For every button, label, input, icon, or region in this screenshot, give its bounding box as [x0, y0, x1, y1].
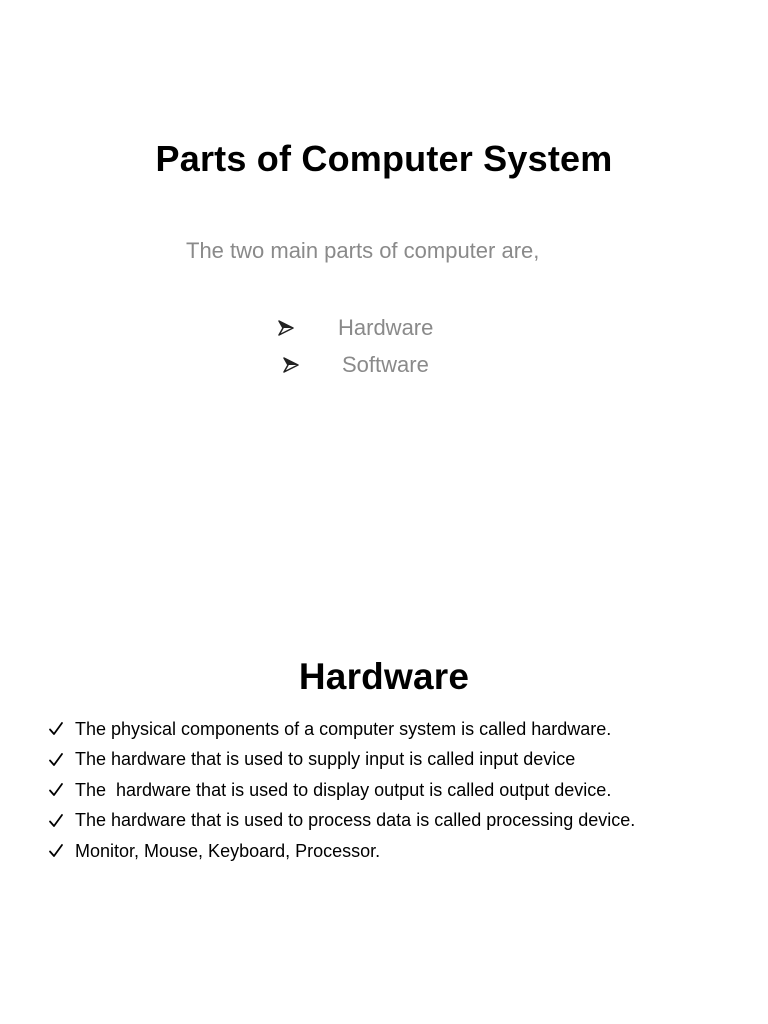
arrow-bullet-icon [278, 320, 300, 336]
list-item [48, 806, 635, 837]
slide-title: Hardware [298, 655, 470, 697]
list-item-label: Software [342, 351, 429, 377]
list-item [48, 745, 635, 776]
slide-title: Parts of Computer System [155, 138, 613, 180]
checkmark-icon [48, 752, 64, 768]
slide-hardware [0, 590, 768, 1024]
checkmark-icon [48, 843, 64, 859]
list-item-label: Hardware [338, 314, 434, 340]
checkmark-icon [48, 721, 64, 737]
list-item-label: The hardware that is used to display output is called output device. [75, 779, 612, 800]
list-item-label: The hardware that is used to supply input is called input device [75, 749, 576, 770]
list-item [48, 714, 635, 745]
list-item-label: Monitor, Mouse, Keyboard, Processor. [75, 840, 381, 861]
slide-subtitle: The two main parts of computer are, [186, 238, 540, 263]
list-item [278, 309, 433, 346]
parts-list [278, 309, 433, 383]
list-item-label: The physical components of a computer system is called hardware. [75, 718, 612, 739]
arrow-bullet-icon [283, 357, 305, 373]
list-item [48, 775, 635, 806]
list-item [278, 346, 433, 383]
list-item-label: The hardware that is used to process data is called processing device. [75, 810, 636, 831]
checkmark-icon [48, 813, 64, 829]
hardware-list [48, 714, 635, 867]
checkmark-icon [48, 782, 64, 798]
list-item [48, 836, 635, 867]
slide-parts-of-computer-system [0, 0, 768, 510]
